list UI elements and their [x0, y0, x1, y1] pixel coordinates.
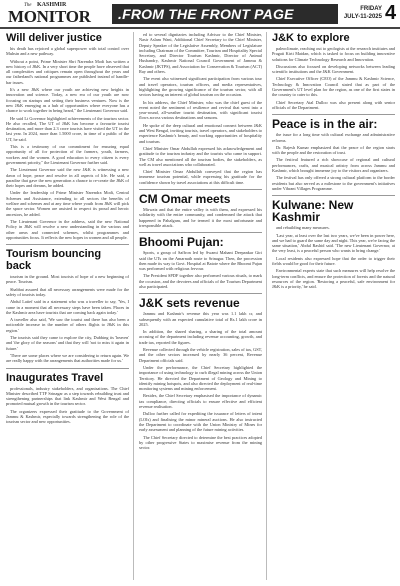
- logo-kashmir: KASHMIR: [37, 2, 67, 8]
- article-body: [139, 311, 262, 450]
- article-body: [139, 32, 262, 185]
- column-divider: [266, 32, 267, 580]
- issue-date-text: JULY-11-2025: [343, 14, 382, 20]
- paragraph: It's a new J&K where our youth are achieving new heights in innovation and science. Today, a new era of our youth are now focusing on startups and setting their business ventures. Now is the new J&K emerging as a hub of opportunities where everyone has a chance to work together in being heard," the Lieutenant Governor said.: [6, 87, 129, 114]
- paragraph: paleoclimate, reaching out to geologists at the research institutes and Pragati Kirti Maidan, which is tasked to focus on building innovative solutions for Climate Technology Research and Innovation.: [272, 46, 395, 62]
- paragraph: The President SPDF together also performed various rituals, to mark the occasion, and the devotees and officials of the Tourism Department also participated.: [139, 273, 262, 289]
- article-body: [272, 46, 395, 110]
- paragraph: Environmental experts state that such measures will help resolve the long-term conflicts, and ensure the protection of forests and the natural resources of the region. 'Restoring a peaceful, safe environment for J&K is a priority,' he said.: [272, 268, 395, 290]
- paragraph: The event also witnessed significant participation from various tour and travel operators, tourism officers, and media representatives, highlighting the growing significance of the tourism sector, with all sectors having an interest of global tourism on the occasion.: [139, 76, 262, 98]
- paragraph: 'There are some places where we are considering to return again. We are really happy with the arrangements that authorities made for us.': [6, 352, 129, 364]
- article-separator: [6, 368, 129, 369]
- paragraph: his death has rejoiced a global superpower with total control over Muhsin and a new pathway.: [6, 46, 129, 57]
- paragraph: In addition, the shared sharing, a sharing of the total amount accruing of the department including revenue accounting, growth, and trade tax, reported the figures.: [139, 329, 262, 345]
- paragraph: Chief Secretary Atal Dulloo was also present along with senior officials of the Department.: [272, 99, 395, 110]
- paragraph: the issue for a long time with cultural exchange and administrative reforms.: [272, 132, 395, 143]
- column-1: [6, 32, 129, 427]
- paragraph: The festival has only offered a strong cultural platform to the border residents but also served as a milestone to the government's initiatives under Vibrant Villages Programme.: [272, 175, 395, 191]
- article-body: [272, 225, 395, 289]
- article-body: [139, 207, 262, 228]
- headline-bhoomi-pujan[interactable]: Bhoomi Pujan:: [139, 235, 224, 250]
- paragraph: He spoke of the deep cultural and emotional connect between J&K and West Bengal, inviting tourists, travel operators, and stakeholders to experience Kashmir's beauty, and working opportunities of hospitality and tourism.: [139, 122, 262, 144]
- paragraph: Mirwaiz and that the entire valley is with them, and expressed his solidarity with the entire community, and condemned the attack that happened in Pahalgam, and he termed it the most unfortunate and irresponsible attack.: [139, 207, 262, 228]
- headline-cm-omar-meets[interactable]: CM Omar meets: [139, 192, 231, 207]
- article-separator: [272, 114, 395, 115]
- column-2: [139, 32, 262, 452]
- paragraph: Sports, a group of Saffron led by Swami Mahant Deepankar Giri said the UTs on the Amarnath route to Srinagar. Then, the procession then made its way to Govt. Hospital at Batote where the Bhoomi Pujan was performed with religious fervour.: [139, 250, 262, 272]
- article-body: [139, 250, 262, 289]
- paragraph: The Lieutenant Governor in the address, said the new National Policy in J&K will resolve a new understanding in the various and other areas and connected schemes, whilst programmes and opportunities focus. It reflects the new hopes in women and all people.: [6, 218, 129, 240]
- logo-monitor: MONITOR: [8, 7, 91, 26]
- article-separator: [139, 293, 262, 294]
- paragraph: and rebuilding many measures.: [276, 225, 330, 231]
- paragraph: Chief Executive Officer (CEO) of the Jammu & Kashmir Science, Technology & Innovation Council stated that as part of the Government's UT level plan for the region, as one of the first states in the country to cater to this.: [272, 76, 395, 98]
- page-number: 4: [385, 2, 397, 24]
- paragraph: Dr. Rajesh Kumar emphasized that the peace of the region starts with the people and the restoration of trust.: [272, 144, 395, 156]
- article-body: [272, 132, 395, 191]
- paragraph: ed to several dignitaries including Advisor to the Chief Minister, Nasir Aslam Wani, Additional Chief Secretary to the Chief Minister, Deputy Speaker of the Legislative Assembly, Members of Legislature including Chairman of the Committee, Tourism and Hospitality Special Secretary, and Director Tourism Kashmir, Director of Animal Husbandry, Kashmir National Council Government of Jammu & Kashmir (JKTPS), and Association for Conservation & Tourism (ACT) Ray and others.: [139, 32, 262, 75]
- paragraph: The Chief Secretary directed to determine the best practices adopted by other progressive States to maximise revenue from the mining sector.: [139, 434, 262, 451]
- paragraph: This is a testimony of our commitment for ensuring equal opportunity of all for protection of the farmers, youth, farmers, workers and the women. A good education to every citizen is every government priority," the Lieutenant Governor further said.: [6, 144, 129, 165]
- paragraph: In his address, the Chief Minister, who was the chief guest of the event noted the sentiment of resilience and revival that went into a year-round, all-weather tourist destination, with significant tourist flows across various destinations and seasons.: [139, 99, 262, 121]
- article-body: [6, 386, 129, 425]
- paragraph: 'Last year, at least over the last two years, we've been in power here, and we had to guard the same day and night. This year, we're facing the same situation,' Abdul Rashid said. 'The new Lieutenant Governor, at the very least, is a peaceful person who wants to bring change.': [272, 232, 395, 254]
- section-banner: [112, 4, 338, 24]
- paragraph: Revenue collected through the vehicle registration, sales of tax, GST, and the other sectors increased by nearly 36 percent, Revenue Department officials said.: [139, 347, 263, 363]
- headline-will-deliver-justice[interactable]: Will deliver justice: [6, 32, 102, 44]
- paragraph: He said Lt Governor highlighted achievements of the tourism sector. He also recalled, The UT of J&K has become a favourite tourist destination, and more than 2.3 crore tourists have visited the UT in the last year. In 2024, more than 1.5000 crore, in time of a public of the UT, he said.: [6, 115, 129, 142]
- masthead: [0, 0, 400, 26]
- logo-the: The: [24, 3, 32, 8]
- column-divider: [133, 32, 134, 580]
- headline-jk-to-explore[interactable]: J&K to explore: [272, 32, 350, 44]
- issue-day: FRIDAY: [360, 6, 382, 12]
- article-separator: [272, 195, 395, 196]
- paragraph: Chief Minister Omar Abdullah conveyed that the region has immense tourism potential, while expressing his gratitude for the confidence shown by travel associations at this difficult time.: [139, 169, 262, 185]
- paragraph: Without a point, Prime Minister Shri Narendra Modi has written a new history of J&K. In a very short time the people have observed that all complexities and critiques remain open throughout the years and our fatherland's national programmes are published instead of handle-bar issues.: [6, 58, 129, 85]
- paragraph: The tourists said they came to explore the city, Dubbing its 'heaven' and 'the glory of the seasons' and that they will 'not to miss it again in future.': [6, 335, 129, 351]
- headline-inaugurates-travel[interactable]: Inaugurates Travel: [6, 371, 104, 384]
- paragraph: A traveller also said, 'We saw the tourist and there has also been a noticeable increase in the number of others flights to J&K in this region.': [6, 317, 129, 333]
- article-body: [6, 274, 129, 363]
- article-body: [6, 46, 129, 240]
- paragraph: Under the leadership of Prime Minister Narendra Modi, Central Schemes and Assistance, extending to all sectors the benefits of welfare and schemes and at any time where youth from J&K will pick the space sector. Women are assisted to respect its proud and heroic ancestors, he added.: [6, 190, 129, 217]
- headline-tourism-bouncing-back[interactable]: Tourism bouncing back: [6, 248, 102, 273]
- paragraph: Shabbat assured that all necessary arrangements were made for the safety of tourists today.: [6, 286, 129, 297]
- paragraph: The Lieutenant Governor said the new J&K is witnessing a new dawn of hope, peace and resolve in all aspects of life. He said, a paradise that gave the new generation a chance to re-create the J&K of their hopes and dreams, he added.: [6, 167, 129, 189]
- paragraph: The festival featured a rich showcase of regional and cultural performances, crafts, and musical artistry from across Jammu and Kashmir, which brought immense joy to the visitors and organizers.: [272, 157, 395, 174]
- headline-peace-in-the-air[interactable]: Peace is in the air:: [272, 117, 378, 132]
- article-separator: [139, 232, 262, 233]
- paragraph: Besides, the Chief Secretary emphasised the importance of dynamic tax compliance, directing officials to ensure effective and efficient revenue realisation.: [139, 393, 262, 410]
- paragraph: Jammu and Kashmir's revenue this year was 1.1 lakh cr, and subsequently with an expected cumulative total of Rs.1 lakh crore in 2025.: [139, 311, 262, 327]
- paragraph: Chief Minister Omar Abdullah expressed his acknowledgement and gratitude to the tourism industry and the tourists who came in support. The CM also mentioned all the tourism bodies, the stakeholders, as well as travel associations who collaborated.: [139, 145, 262, 167]
- masthead-rule: [0, 27, 400, 29]
- headline-jk-sets-revenue[interactable]: J&K sets revenue: [139, 296, 240, 311]
- issue-date: [342, 5, 382, 21]
- paragraph: tourism in the ground. Most tourists of hope of a new beginning of peace. Tourism.: [6, 274, 129, 285]
- article-separator: [6, 244, 129, 245]
- headline-kulwane-new-kashmir[interactable]: Kulwane: New Kashmir: [272, 198, 354, 225]
- newspaper-logo[interactable]: [8, 2, 108, 24]
- section-title: .FROM THE FRONT PAGE: [118, 6, 294, 22]
- paragraph: Dulloo further called for expediting the issuance of letters of intent (LOIs) and finalising the minor mineral auctions. He also instructed the Department to coordinate with the Union Ministry of Mines for early assessment and planning of the future mining activities.: [139, 411, 262, 433]
- paragraph: Local residents also expressed hope that the order to trigger their fields would be good for their future.: [272, 255, 395, 267]
- paragraph: Under the performance, the Chief Secretary highlighted the importance of using technology to curb illegal mining across the Union Territory. He directed the Department of Geology and Mining to identify mining hotspots, and also directed the deployment of real-time monitoring systems and mining enforcement.: [139, 364, 262, 392]
- column-3: [272, 32, 395, 292]
- paragraph: professionals, industry stakeholders, and organisations. The Chief Minister described TTF Srinagar as a step towards rebuilding trust and strengthening partnerships that link Kashmir and West Bengal and promoted mutual growth in the tourism sector.: [6, 385, 129, 407]
- article-separator: [139, 189, 262, 190]
- paragraph: The organizers expressed their gratitude to the Government of Jammu & Kashmir, especially towards strengthening the role of the tourism sector and new opportunities.: [6, 408, 129, 425]
- paragraph: Discussions also focused on developing networks between leading scientific institutions and the J&K Government.: [272, 63, 395, 75]
- paragraph: Abdul Latief said in a statement who was a traveller to say, 'Yes, I came in a moment that all necessary steps have been taken. Places in the Kashmir area have tourists that are coming back again today.': [6, 299, 129, 315]
